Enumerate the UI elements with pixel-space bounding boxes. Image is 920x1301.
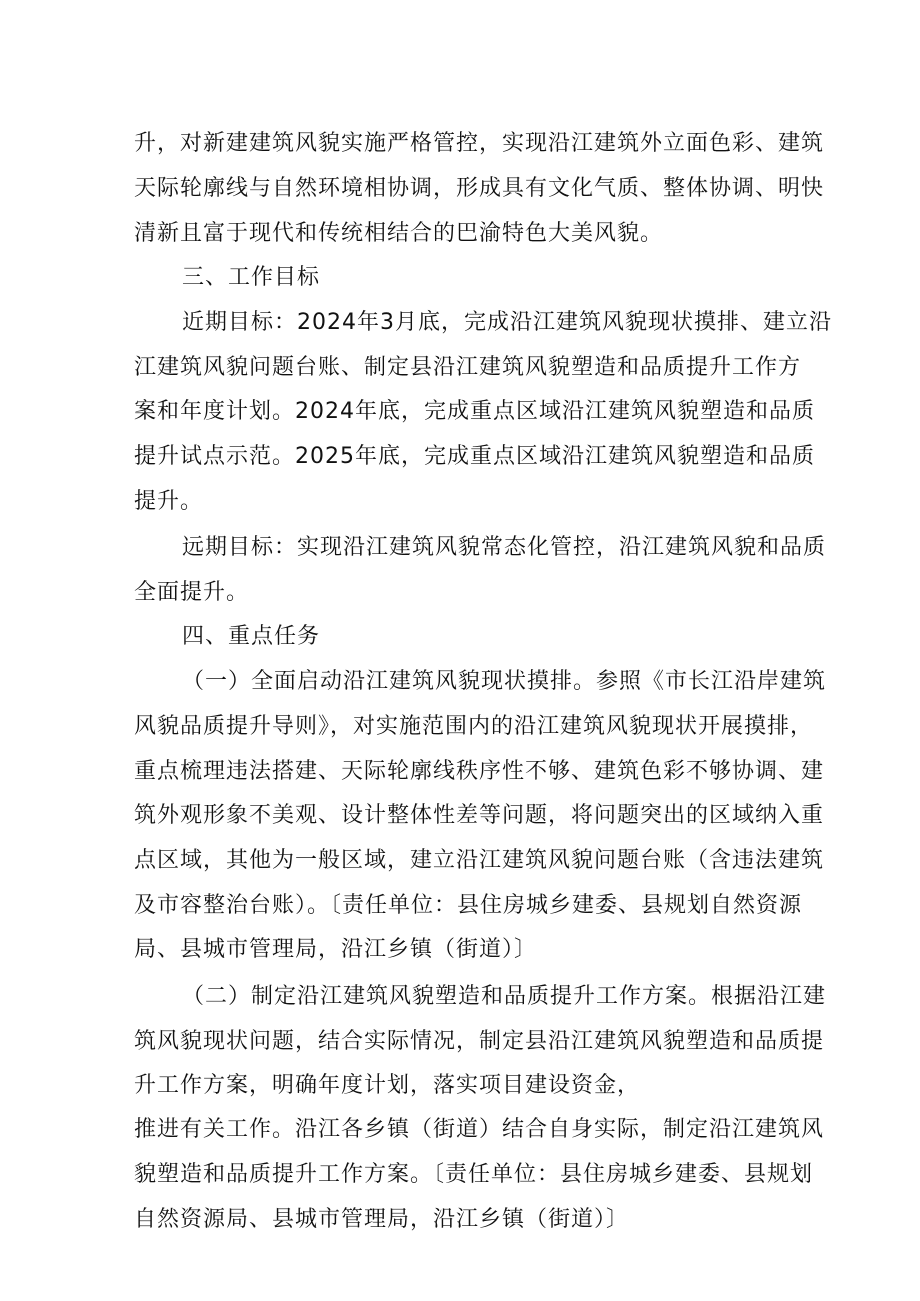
paragraph-line: 案和年度计划。2024年底，完成重点区域沿江建筑风貌塑造和品质: [134, 399, 815, 424]
paragraph-line: 推进有关工作。沿江各乡镇（街道）结合自身实际，制定沿江建筑风: [134, 1117, 825, 1142]
paragraph-line: 远期目标：实现沿江建筑风貌常态化管控，沿江建筑风貌和品质: [182, 535, 827, 560]
paragraph-line: 提升。: [134, 489, 204, 514]
paragraph-line: 筑外观形象不美观、设计整体性差等问题，将问题突出的区域纳入重: [134, 803, 825, 828]
paragraph-line: 及市容整治台账）。〔责任单位：县住房城乡建委、县规划自然资源: [134, 893, 803, 918]
paragraph-line: 重点梳理违法搭建、天际轮廓线秩序性不够、建筑色彩不够协调、建: [134, 759, 825, 784]
paragraph-line: 清新且富于现代和传统相结合的巴渝特色大美风貌。: [134, 221, 664, 246]
paragraph-line: 近期目标：2024年3月底，完成沿江建筑风貌现状摸排、建立沿: [182, 310, 832, 335]
paragraph-line: 全面提升。: [134, 580, 250, 605]
paragraph-line: 提升试点示范。2025年底，完成重点区域沿江建筑风貌塑造和品质: [134, 444, 815, 469]
paragraph-line: 点区域，其他为一般区域，建立沿江建筑风貌问题台账（含违法建筑: [134, 848, 825, 873]
paragraph-line: （二）制定沿江建筑风貌塑造和品质提升工作方案。根据沿江建: [182, 984, 827, 1009]
paragraph-line: 天际轮廓线与自然环境相协调，形成具有文化气质、整体协调、明快: [134, 176, 825, 201]
paragraph-line: （一）全面启动沿江建筑风貌现状摸排。参照《市长江沿岸建筑: [182, 669, 827, 694]
section-heading-work-goals: 三、工作目标: [182, 265, 321, 290]
paragraph-line: 升工作方案，明确年度计划，落实项目建设资金，: [134, 1073, 641, 1098]
paragraph-line: 自然资源局、县城市管理局，沿江乡镇（街道）〕: [134, 1207, 630, 1232]
paragraph-line: 局、县城市管理局，沿江乡镇（街道）〕: [134, 937, 538, 962]
paragraph-line: 筑风貌现状问题，结合实际情况，制定县沿江建筑风貌塑造和品质提: [134, 1029, 825, 1054]
section-heading-key-tasks: 四、重点任务: [182, 624, 321, 649]
paragraph-line: 貌塑造和品质提升工作方案。〔责任单位：县住房城乡建委、县规划: [134, 1162, 814, 1187]
paragraph-line: 升，对新建建筑风貌实施严格管控，实现沿江建筑外立面色彩、建筑: [134, 131, 825, 156]
paragraph-line: 风貌品质提升导则》，对实施范围内的沿江建筑风貌现状开展摸排，: [134, 714, 814, 739]
paragraph-line: 江建筑风貌问题台账、制定县沿江建筑风貌塑造和品质提升工作方: [134, 355, 802, 380]
